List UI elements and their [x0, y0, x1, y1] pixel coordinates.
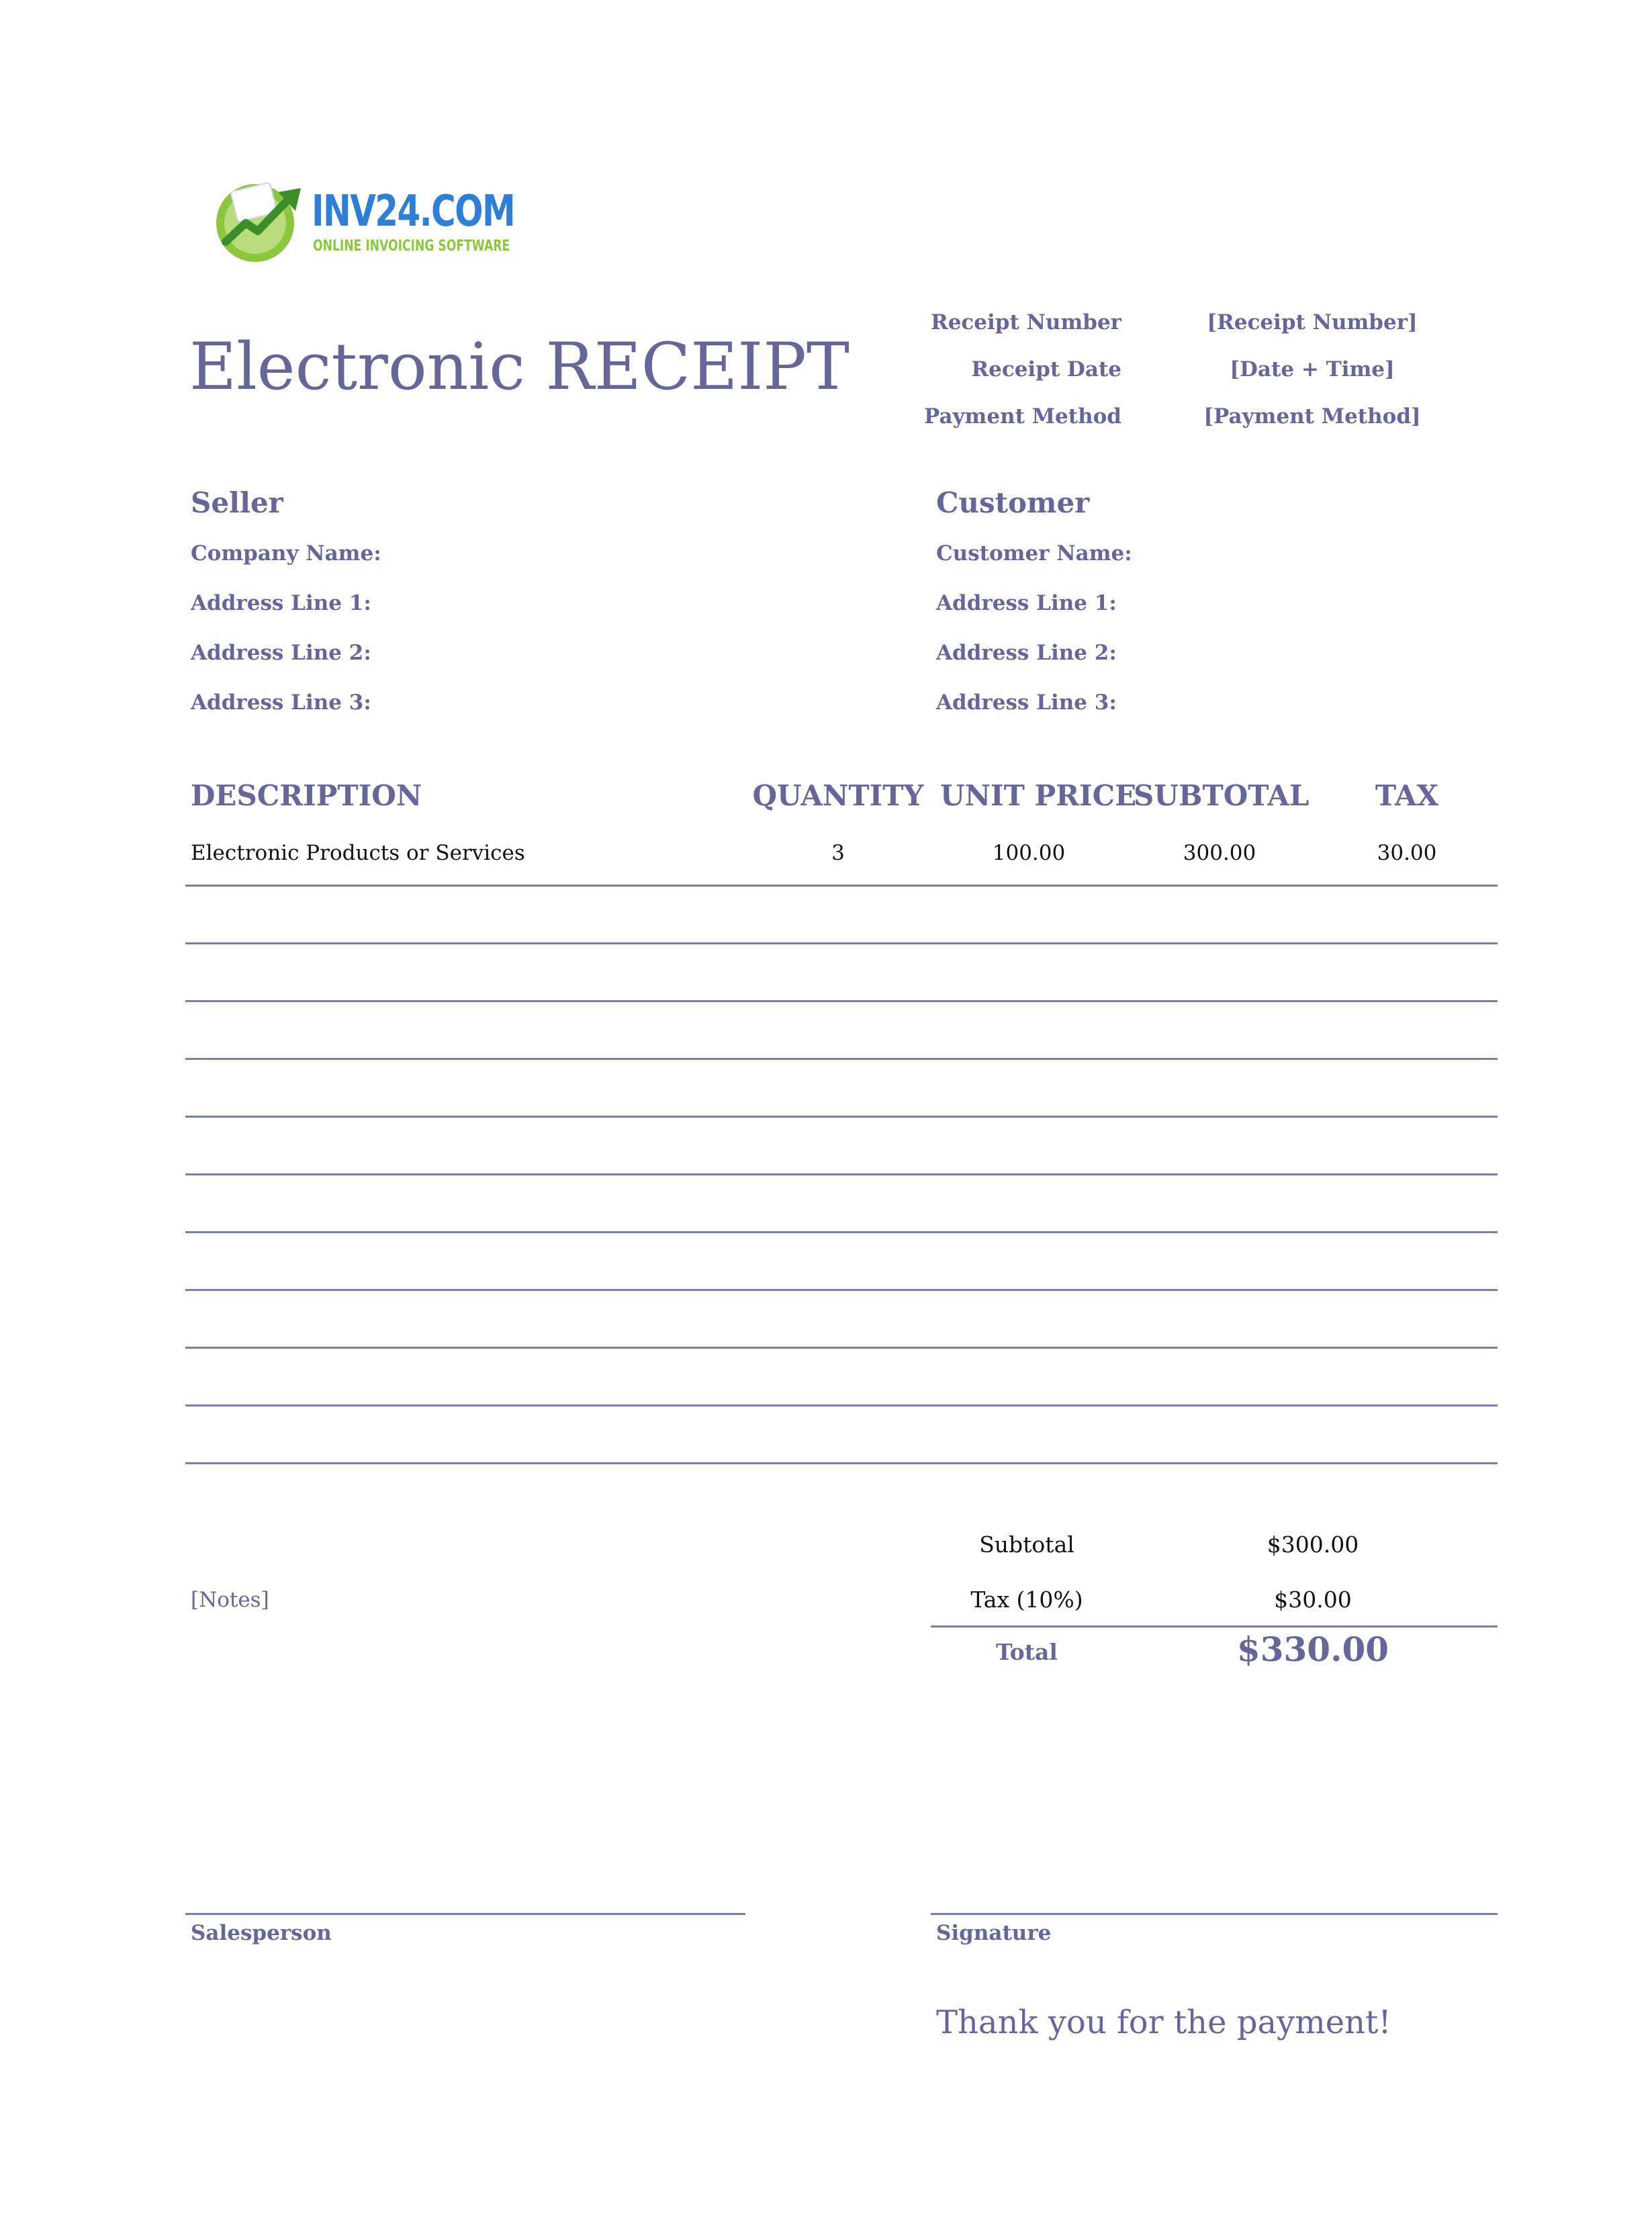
table-row-divider	[185, 1116, 1498, 1118]
table-row-divider	[185, 1058, 1498, 1060]
seller-company-name-label: Company Name:	[191, 541, 381, 566]
payment-method-value: [Payment Method]	[1203, 404, 1421, 429]
table-row-divider	[185, 1173, 1498, 1175]
customer-address-line-1-label: Address Line 1:	[936, 591, 1117, 615]
table-row-divider	[185, 1347, 1498, 1349]
notes-placeholder: [Notes]	[191, 1588, 269, 1612]
column-header-tax: TAX	[1375, 779, 1439, 812]
tax-label: Tax (10%)	[970, 1587, 1083, 1613]
row-1-unit-price: 100.00	[992, 841, 1066, 865]
total-value: $330.00	[1236, 1629, 1389, 1669]
subtotal-value: $300.00	[1267, 1531, 1359, 1558]
receipt-number-label: Receipt Number	[930, 310, 1121, 334]
row-1-quantity: 3	[831, 841, 845, 865]
company-logo	[211, 177, 515, 265]
subtotal-label: Subtotal	[979, 1531, 1074, 1558]
table-row-divider	[185, 885, 1498, 887]
table-row-divider	[185, 1231, 1498, 1233]
summary-divider	[931, 1625, 1498, 1627]
logo-tagline: ONLINE INVOICING SOFTWARE	[313, 238, 510, 255]
logo-brand-text: INV24.COM	[312, 187, 515, 236]
tax-value: $30.00	[1274, 1587, 1352, 1613]
salesperson-line	[185, 1913, 745, 1915]
table-row-divider	[185, 1462, 1498, 1464]
seller-address-line-3-label: Address Line 3:	[191, 690, 371, 715]
payment-method-label: Payment Method	[923, 404, 1121, 429]
salesperson-label: Salesperson	[191, 1921, 332, 1945]
column-header-description: DESCRIPTION	[191, 779, 422, 812]
receipt-number-value: [Receipt Number]	[1207, 310, 1418, 334]
customer-address-line-3-label: Address Line 3:	[936, 690, 1117, 715]
document-title: Electronic RECEIPT	[189, 329, 850, 404]
total-label: Total	[996, 1639, 1058, 1665]
row-1-tax: 30.00	[1377, 841, 1437, 865]
row-1-description: Electronic Products or Services	[191, 841, 525, 865]
signature-line	[931, 1913, 1498, 1915]
table-row-divider	[185, 942, 1498, 944]
receipt-date-label: Receipt Date	[971, 357, 1121, 382]
seller-address-line-2-label: Address Line 2:	[191, 641, 371, 665]
customer-name-label: Customer Name:	[936, 541, 1132, 566]
receipt-date-value: [Date + Time]	[1230, 357, 1395, 382]
table-row-divider	[185, 1289, 1498, 1291]
trend-arrow-logo-icon	[211, 177, 305, 265]
signature-label: Signature	[936, 1921, 1052, 1945]
row-1-subtotal: 300.00	[1183, 841, 1256, 865]
table-row-divider	[185, 1000, 1498, 1002]
column-header-subtotal: SUBTOTAL	[1134, 779, 1310, 812]
column-header-quantity: QUANTITY	[752, 779, 924, 812]
customer-address-line-2-label: Address Line 2:	[936, 641, 1117, 665]
table-row-divider	[185, 1404, 1498, 1406]
thank-you-message: Thank you for the payment!	[936, 2004, 1391, 2041]
seller-address-line-1-label: Address Line 1:	[191, 591, 371, 615]
column-header-unit-price: UNIT PRICE	[940, 779, 1137, 812]
seller-heading: Seller	[191, 486, 283, 519]
customer-heading: Customer	[936, 486, 1090, 519]
